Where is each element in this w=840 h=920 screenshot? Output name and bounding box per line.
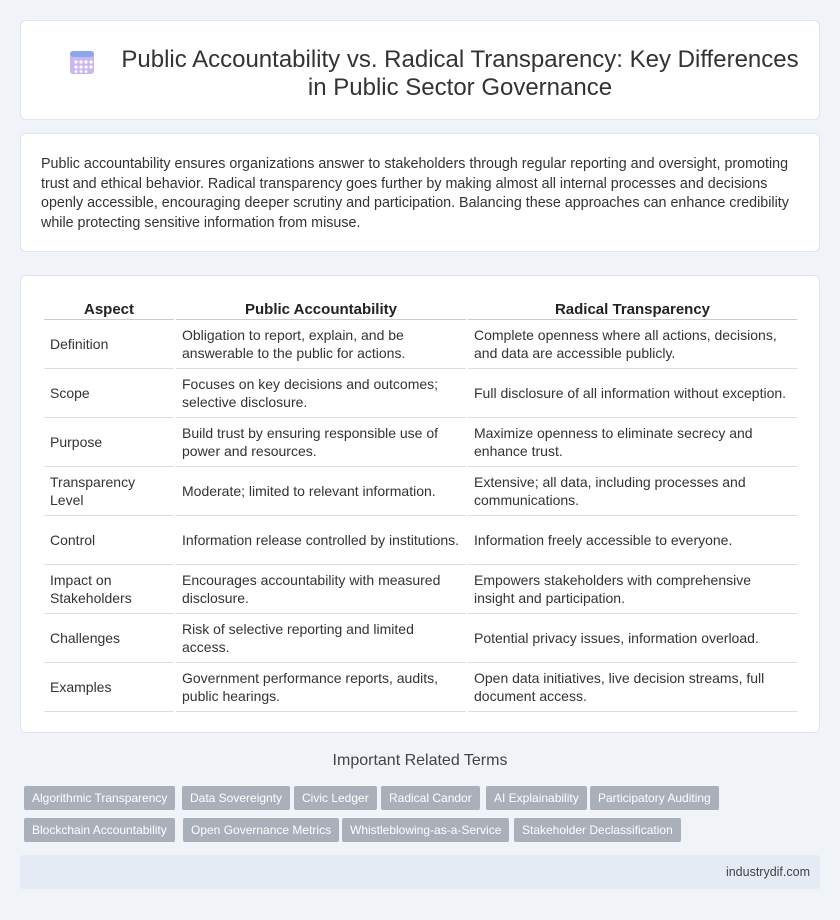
header-aspect: Aspect: [44, 297, 174, 320]
table-row: [44, 467, 797, 516]
row-radical-transparency: Extensive; all data, including processes and communications.: [468, 467, 797, 516]
row-aspect: Examples: [44, 663, 174, 712]
row-public-accountability: Information release controlled by institutions.: [176, 516, 466, 565]
row-radical-transparency: Open data initiatives, live decision streams, full document access.: [468, 663, 797, 712]
row-aspect: Challenges: [44, 614, 174, 663]
header-public-accountability: Public Accountability: [176, 297, 466, 320]
table-row: [44, 516, 797, 565]
row-aspect: Purpose: [44, 418, 174, 467]
row-aspect: Scope: [44, 369, 174, 418]
related-term-tag[interactable]: Radical Candor: [381, 786, 480, 810]
row-public-accountability: Obligation to report, explain, and be answerable to the public for actions.: [176, 320, 466, 369]
comparison-card: [20, 275, 820, 733]
table-row: [44, 565, 797, 614]
page-title: Public Accountability vs. Radical Transparency: Key Differences in Public Sector Governance: [121, 46, 799, 101]
row-public-accountability: Government performance reports, audits, public hearings.: [176, 663, 466, 712]
row-public-accountability: Build trust by ensuring responsible use of power and resources.: [176, 418, 466, 467]
footer: [20, 855, 820, 889]
related-term-tag[interactable]: AI Explainability: [486, 786, 587, 810]
row-aspect: Transparency Level: [44, 467, 174, 516]
table-row: [44, 614, 797, 663]
related-term-tag[interactable]: Blockchain Accountability: [24, 818, 175, 842]
row-public-accountability: Encourages accountability with measured disclosure.: [176, 565, 466, 614]
title-card: [20, 20, 820, 120]
comparison-table: [42, 297, 799, 712]
table-row: [44, 320, 797, 369]
row-radical-transparency: Complete openness where all actions, decisions, and data are accessible publicly.: [468, 320, 797, 369]
related-terms-title: Important Related Terms: [332, 752, 508, 769]
intro-paragraph: Public accountability ensures organizations answer to stakeholders through regular reporting and oversight, promoting trust and ethical behavior. Radical transparency goes further by making almost all internal processes and decisions openly accessible, encouraging deeper scrutiny and participation. Balancing these approaches can enhance credibility while protecting sensitive information from misuse.: [41, 156, 789, 231]
table-row: [44, 663, 797, 712]
row-aspect: Definition: [44, 320, 174, 369]
related-term-tag[interactable]: Participatory Auditing: [590, 786, 719, 810]
table-header-row: [44, 297, 797, 320]
related-term-tag[interactable]: Open Governance Metrics: [183, 818, 339, 842]
row-radical-transparency: Full disclosure of all information without exception.: [468, 369, 797, 418]
footer-site[interactable]: industrydif.com: [725, 865, 810, 879]
related-term-tag[interactable]: Data Sovereignty: [182, 786, 290, 810]
table-row: [44, 418, 797, 467]
row-radical-transparency: Potential privacy issues, information overload.: [468, 614, 797, 663]
row-radical-transparency: Empowers stakeholders with comprehensive insight and participation.: [468, 565, 797, 614]
row-public-accountability: Risk of selective reporting and limited access.: [176, 614, 466, 663]
row-aspect: Impact on Stakeholders: [44, 565, 174, 614]
row-aspect: Control: [44, 516, 174, 565]
row-public-accountability: Moderate; limited to relevant information.: [176, 467, 466, 516]
row-radical-transparency: Maximize openness to eliminate secrecy and enhance trust.: [468, 418, 797, 467]
header-radical-transparency: Radical Transparency: [468, 297, 797, 320]
table-row: [44, 369, 797, 418]
related-term-tag[interactable]: Whistleblowing-as-a-Service: [342, 818, 509, 842]
related-term-tag[interactable]: Civic Ledger: [294, 786, 377, 810]
row-radical-transparency: Information freely accessible to everyone.: [468, 516, 797, 565]
row-public-accountability: Focuses on key decisions and outcomes; selective disclosure.: [176, 369, 466, 418]
related-term-tag[interactable]: Stakeholder Declassification: [514, 818, 681, 842]
related-term-tag[interactable]: Algorithmic Transparency: [24, 786, 175, 810]
intro-card: [20, 133, 820, 252]
